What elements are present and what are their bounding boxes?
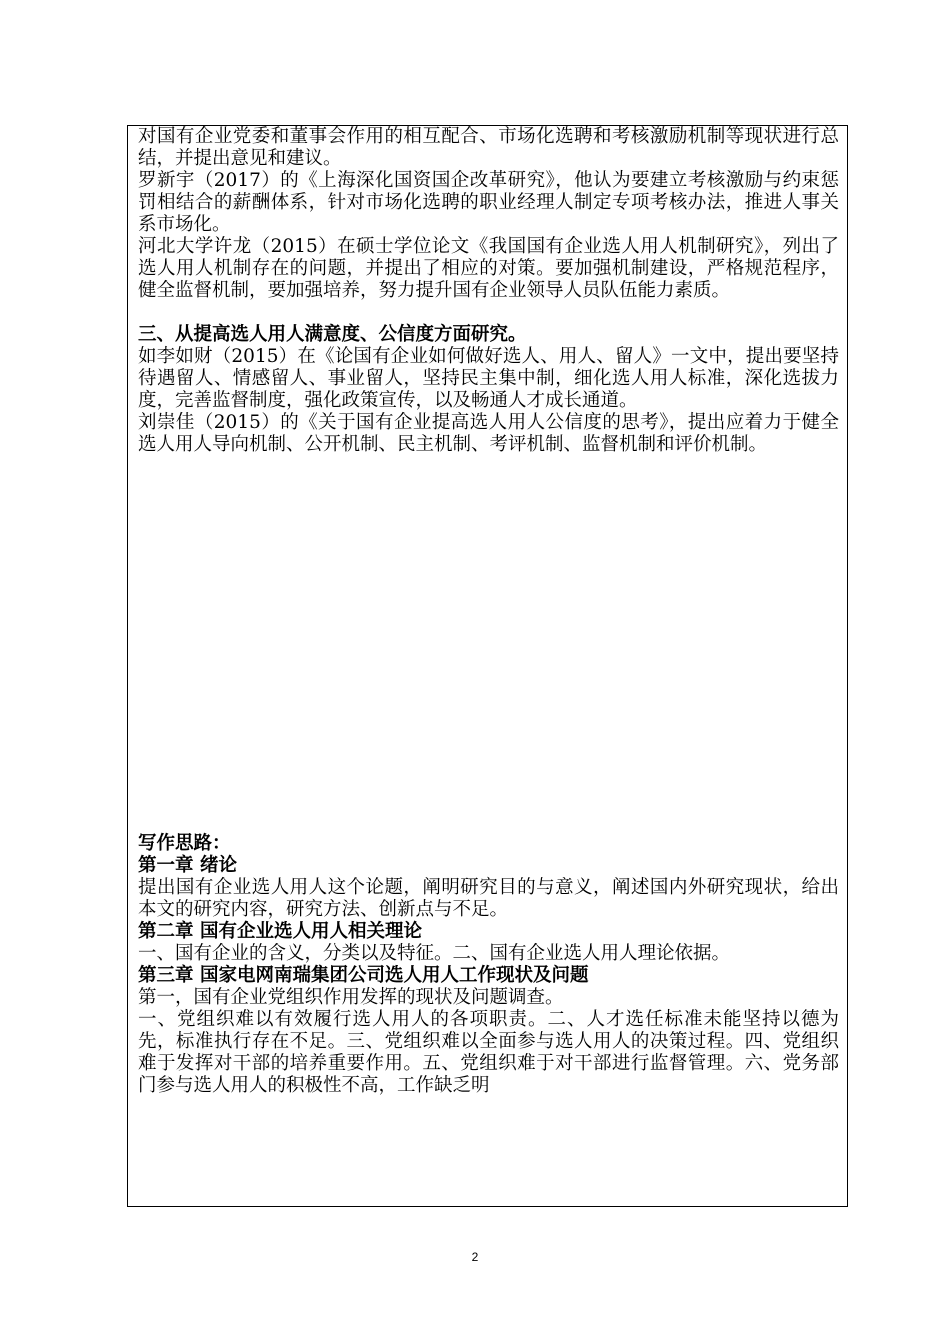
paragraph-p2: 罗新宇（2017）的《上海深化国资国企改革研究》，他认为要建立考核激励与约束惩罚相结合的薪酬体系，针对市场化选聘的职业经理人制定专项考核办法，推进人事关系市场化。 xyxy=(138,170,839,235)
blank-line xyxy=(138,302,839,324)
paragraph-p4: 如李如财（2015）在《论国有企业如何做好选人、用人、留人》一文中，提出要坚持待遇留人、情感留人、事业留人，坚持民主集中制，细化选人用人标准，深化选拔力度，完善监督制度，强化政策宣传，以及畅通人才成长通道。 xyxy=(138,346,839,411)
paragraph-p5: 刘崇佳（2015）的《关于国有企业提高选人用人公信度的思考》，提出应着力于健全选人用人导向机制、公开机制、民主机制、考评机制、监督机制和评价机制。 xyxy=(138,412,839,455)
paragraph-p1: 对国有企业党委和董事会作用的相互配合、市场化选聘和考核激励机制等现状进行总结，并提出意见和建议。 xyxy=(138,126,839,169)
outline-title: 写作思路： xyxy=(138,833,231,854)
paragraph-p3: 河北大学许龙（2015）在硕士学位论文《我国国有企业选人用人机制研究》，列出了选人用人机制存在的问题，并提出了相应的对策。要加强机制建设，严格规范程序，健全监督机制，要加强培养，努力提升国有企业领导人员队伍能力素质。 xyxy=(138,236,839,301)
chapter-3-title: 第三章 国家电网南瑞集团公司选人用人工作现状及问题 xyxy=(138,965,589,986)
chapter-2-title: 第二章 国有企业选人用人相关理论 xyxy=(138,921,422,942)
chapter-2-text: 一、国有企业的含义，分类以及特征。二、国有企业选人用人理论依据。 xyxy=(138,943,731,964)
section-heading-3: 三、从提高选人用人满意度、公信度方面研究。 xyxy=(138,324,527,345)
chapter-1-text: 提出国有企业选人用人这个论题，阐明研究目的与意义，阐述国内外研究现状，给出本文的研究内容，研究方法、创新点与不足。 xyxy=(138,877,839,920)
document-body xyxy=(138,126,839,1097)
content-table-cell xyxy=(127,125,848,1207)
chapter-3-text-1: 第一，国有企业党组织作用发挥的现状及问题调查。 xyxy=(138,987,564,1008)
page-number: 2 xyxy=(471,1250,479,1264)
chapter-3-text-2: 一、党组织难以有效履行选人用人的各项职责。二、人才选任标准未能坚持以德为先，标准执行存在不足。三、党组织难以全面参与选人用人的决策过程。四、党组织难于发挥对干部的培养重要作用。五、党组织难于对干部进行监督管理。六、党务部门参与选人用人的积极性不高，工作缺乏明 xyxy=(138,1009,839,1096)
chapter-1-title: 第一章 绪论 xyxy=(138,855,237,876)
blank-space xyxy=(138,456,839,833)
